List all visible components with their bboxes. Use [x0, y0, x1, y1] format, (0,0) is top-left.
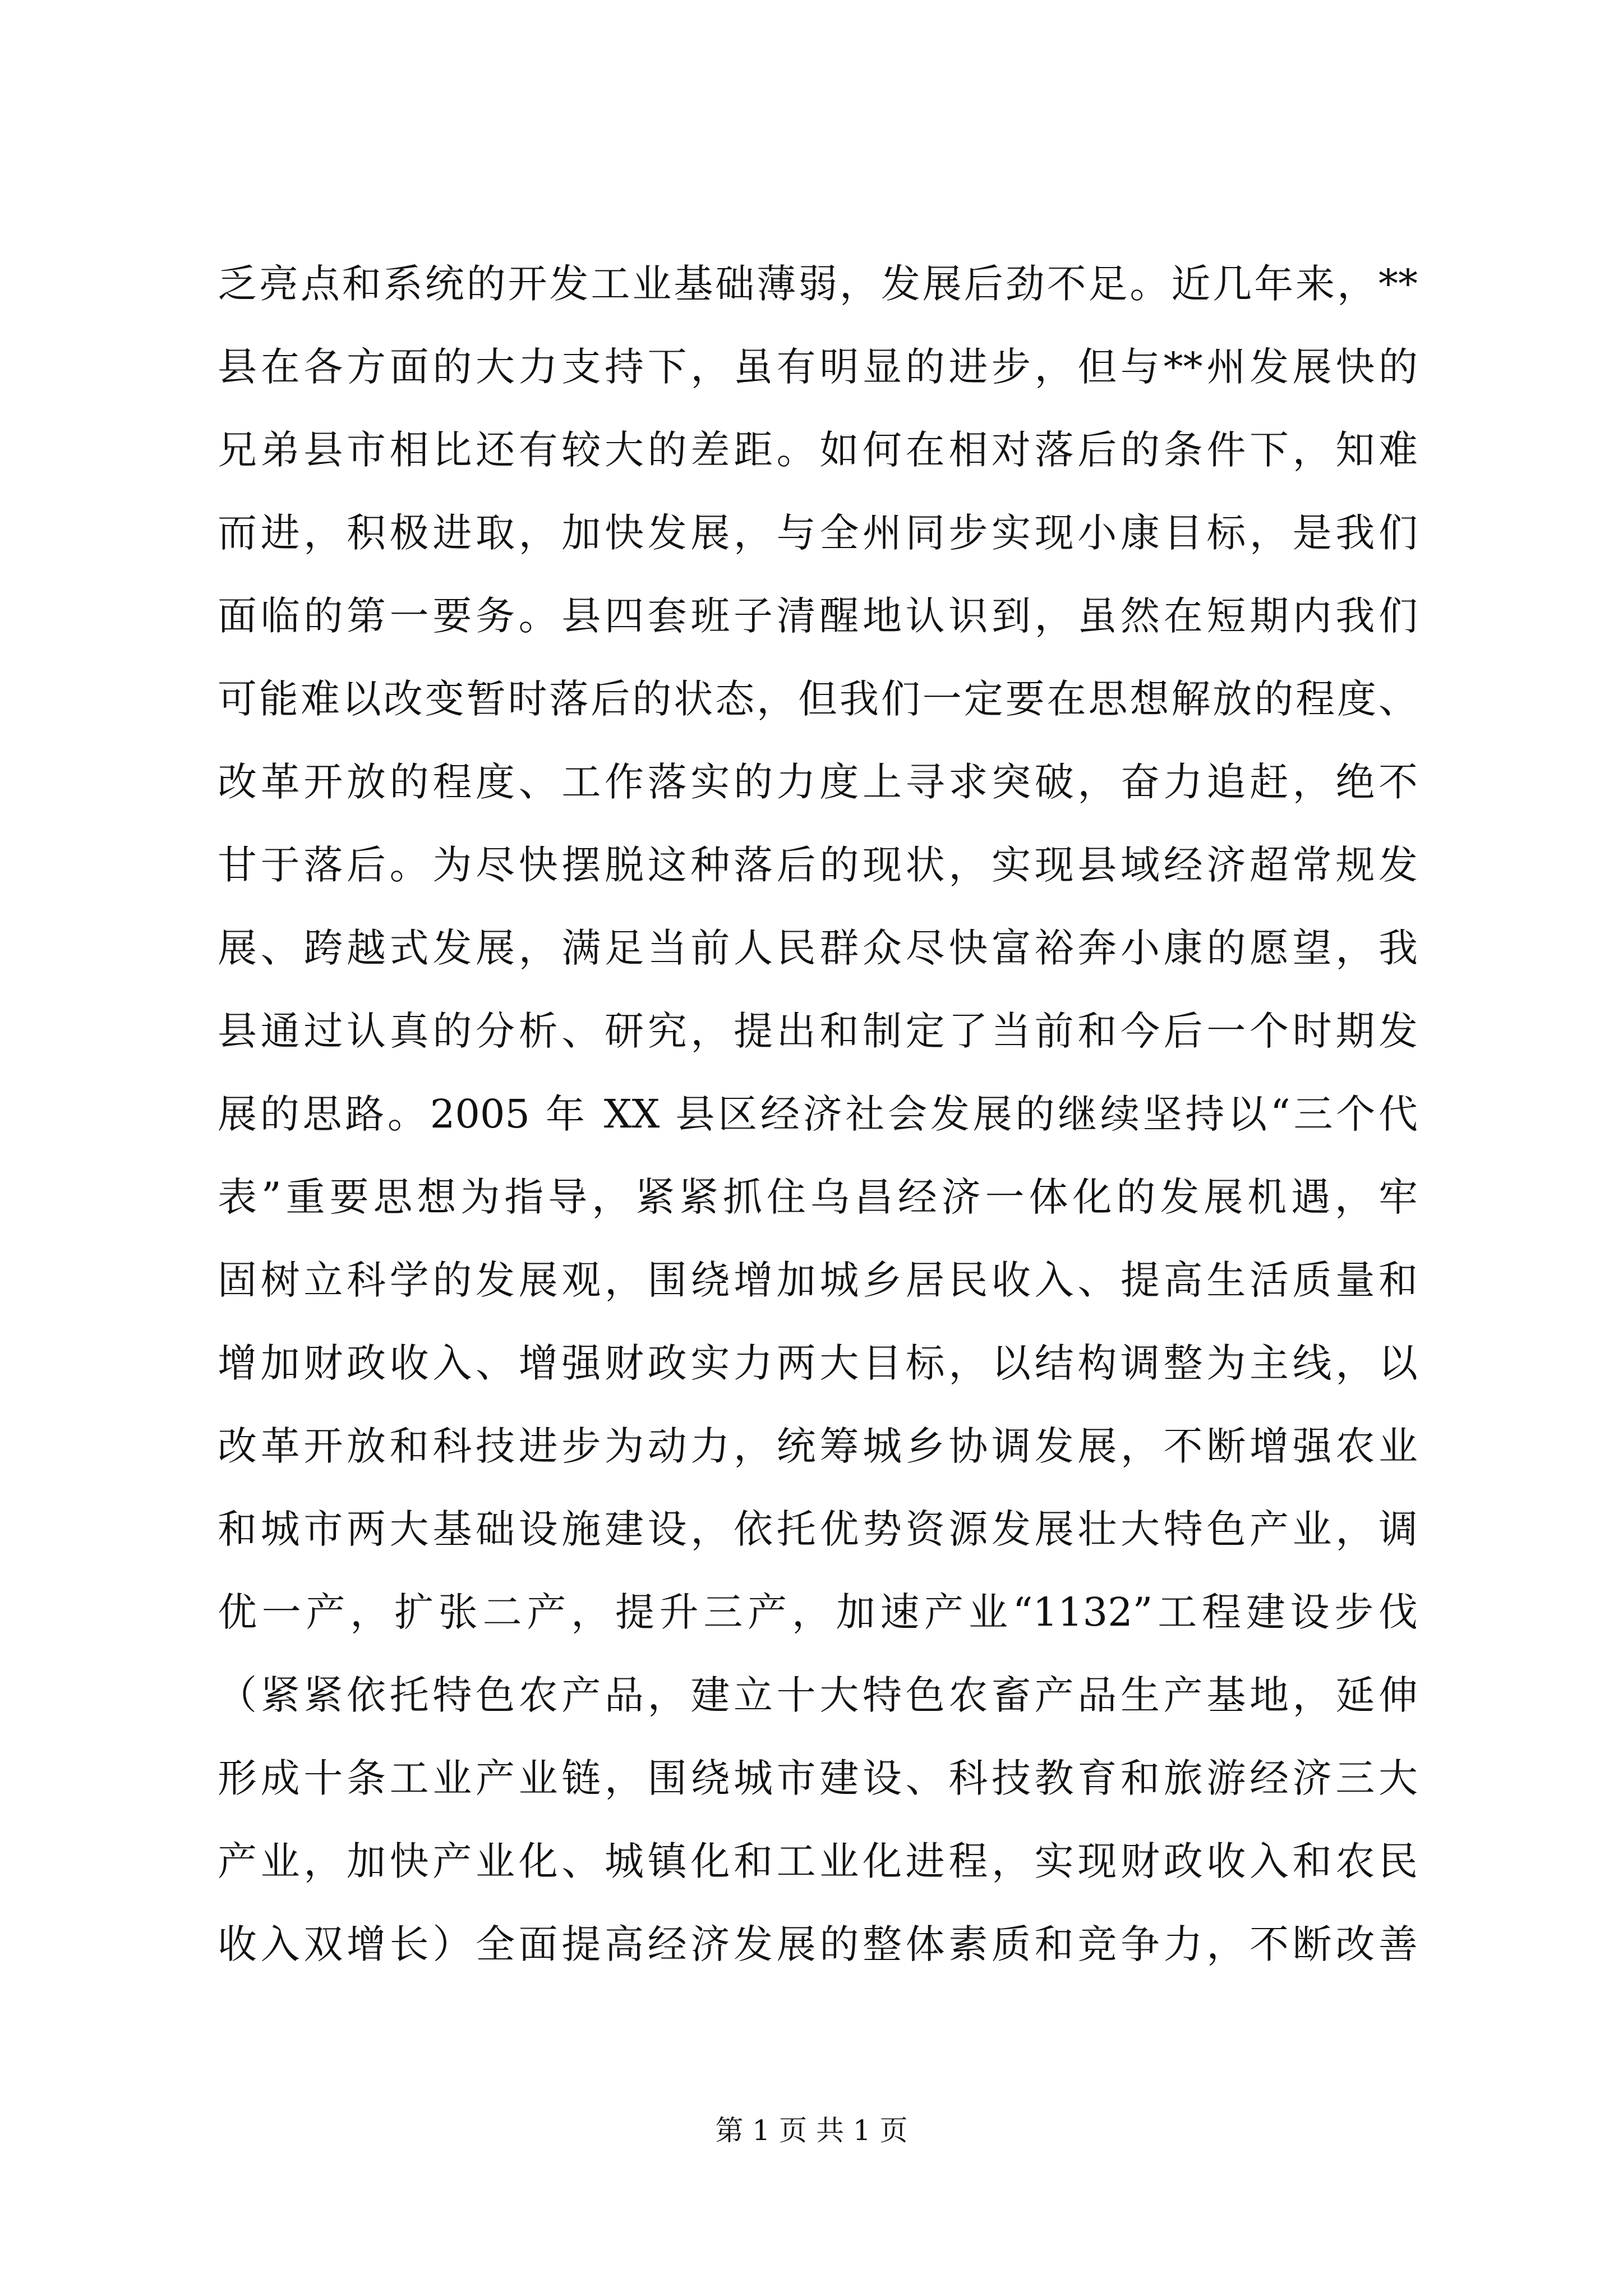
page-number: 第 1 页 共 1 页 [715, 2114, 908, 2147]
text-line: 兄弟县市相比还有较大的差距。如何在相对落后的条件下，知难 [218, 427, 1418, 473]
body-text [218, 242, 1418, 1986]
text-line: 和城市两大基础设施建设，依托优势资源发展壮大特色产业，调 [218, 1506, 1418, 1552]
text-line: 可能难以改变暂时落后的状态，但我们一定要在思想解放的程度、 [218, 676, 1418, 722]
text-line: 改革开放的程度、工作落实的力度上寻求突破，奋力追赶，绝不 [218, 759, 1418, 805]
text-line: 收入双增长）全面提高经济发展的整体素质和竞争力，不断改善 [218, 1921, 1418, 1967]
text-line: 产业，加快产业化、城镇化和工业化进程，实现财政收入和农民 [218, 1838, 1418, 1884]
text-line: 县在各方面的大力支持下，虽有明显的进步，但与**州发展快的 [218, 344, 1418, 390]
text-line: （紧紧依托特色农产品，建立十大特色农畜产品生产基地，延伸 [218, 1672, 1418, 1718]
text-line: 形成十条工业产业链，围绕城市建设、科技教育和旅游经济三大 [218, 1755, 1418, 1801]
text-line: 表”重要思想为指导，紧紧抓住乌昌经济一体化的发展机遇，牢 [218, 1174, 1418, 1220]
text-line: 改革开放和科技进步为动力，统筹城乡协调发展，不断增强农业 [218, 1423, 1418, 1469]
text-line: 优一产，扩张二产，提升三产，加速产业“1132”工程建设步伐 [218, 1589, 1418, 1635]
text-line: 展、跨越式发展，满足当前人民群众尽快富裕奔小康的愿望，我 [218, 925, 1418, 971]
text-line: 增加财政收入、增强财政实力两大目标，以结构调整为主线，以 [218, 1340, 1418, 1386]
text-line: 固树立科学的发展观，围绕增加城乡居民收入、提高生活质量和 [218, 1257, 1418, 1303]
text-line: 县通过认真的分析、研究，提出和制定了当前和今后一个时期发 [218, 1008, 1418, 1054]
text-line: 面临的第一要务。县四套班子清醒地认识到，虽然在短期内我们 [218, 593, 1418, 639]
page-footer [0, 2114, 1623, 2147]
text-line: 甘于落后。为尽快摆脱这种落后的现状，实现县域经济超常规发 [218, 842, 1418, 888]
text-line: 乏亮点和系统的开发工业基础薄弱，发展后劲不足。近几年来，** [218, 261, 1418, 307]
text-line: 而进，积极进取，加快发展，与全州同步实现小康目标，是我们 [218, 510, 1418, 556]
text-line: 展的思路。2005 年 XX 县区经济社会发展的继续坚持以“三个代 [218, 1091, 1418, 1137]
